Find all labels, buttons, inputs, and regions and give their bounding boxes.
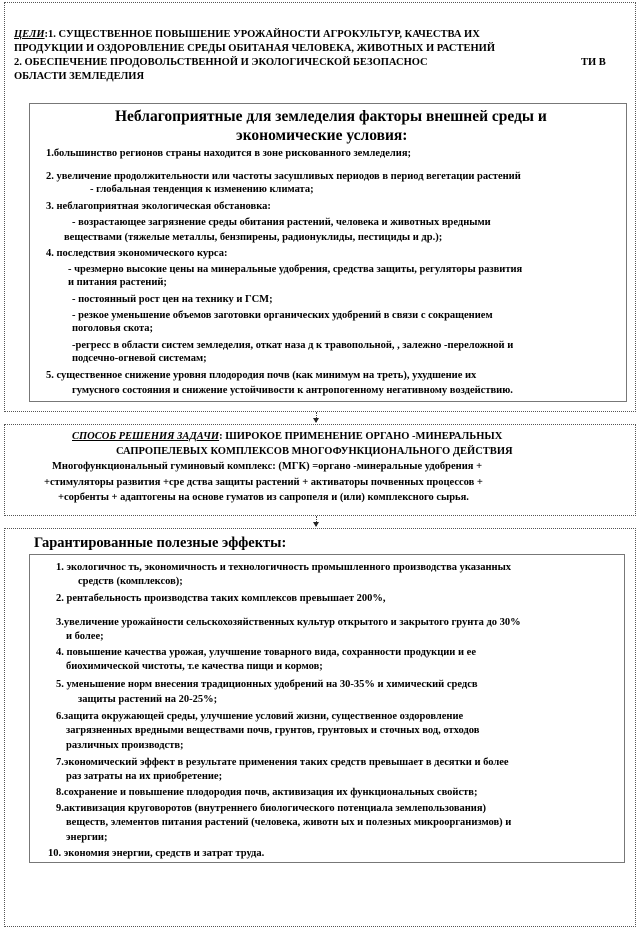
factor-line-8: - чрезмерно высокие цены на минеральные удобрения, средства защиты, регуляторы развития [68, 264, 523, 275]
goals-line1: ЦЕЛИ:1. СУЩЕСТВЕННОЕ ПОВЫШЕНИЕ УРОЖАЙНОСТИ АГРОКУЛЬТУР, КАЧЕСТВА ИХ [14, 29, 480, 40]
method-line2: САПРОПЕЛЕВЫХ КОМПЛЕКСОВ МНОГОФУНКЦИОНАЛЬНОГО ДЕЙСТВИЯ [116, 446, 513, 457]
effect-line-17: веществ, элементов питания растений (человека, животн ых и полезных микроорганизмов) и [66, 817, 512, 828]
factor-line-9: и питания растений; [68, 277, 167, 288]
factor-line-2: 2. увеличение продолжительности или частоты засушливых периодов в период вегетации растений [46, 171, 521, 182]
effect-line-19: 10. экономия энергии, средств и затрат труда. [48, 848, 265, 859]
effect-line-16: 9.активизация круговоротов (внутреннего биологического потенциала землепользования) [56, 803, 487, 814]
factor-line-10: - постоянный рост цен на технику и ГСМ; [72, 294, 273, 305]
method-line3: Многофункциональный гуминовый комплекс: (МГК) =органо -минеральные удобрения + [52, 461, 483, 472]
effect-line-4: 3.увеличение урожайности сельскохозяйственных культур открытого и закрытого грунта до 30% [56, 617, 521, 628]
flow-arrow-1-head [313, 418, 319, 423]
factor-line-7: 4. последствия экономического курса: [46, 248, 228, 259]
factor-line-1: 1.большинство регионов страны находится в зоне рискованного земледелия; [46, 148, 411, 159]
factor-line-5: - возрастающее загрязнение среды обитания растений, человека и животных вредными [72, 217, 491, 228]
effect-line-9: защиты растений на 20-25%; [78, 694, 218, 705]
effect-line-7: биохимической чистоты, т.е качества пищи и кормов; [66, 661, 323, 672]
effects-title: Гарантированные полезные эффекты: [34, 535, 287, 551]
flow-arrow-2-head [313, 522, 319, 527]
factor-line-15: 5. существенное снижение уровня плодородия почв (как минимум на треть), ухудшение их [46, 370, 477, 381]
effect-line-6: 4. повышение качества урожая, улучшение товарного вида, сохранности продукции и ее [56, 647, 476, 658]
factor-line-13: -регресс в области систем земледелия, откат наза д к травопольной, , залежно -переложной и [72, 340, 514, 351]
goals-line3a: 2. ОБЕСПЕЧЕНИЕ ПРОДОВОЛЬСТВЕННОЙ И ЭКОЛОГИЧЕСКОЙ БЕЗОПАСНОС [14, 57, 428, 68]
factor-line-3: - глобальная тенденция к изменению климата; [90, 184, 314, 195]
goals-line3b: ТИ В [581, 57, 606, 68]
effect-line-5: и более; [66, 631, 104, 642]
factors-title1: Неблагоприятные для земледелия факторы внешней среды и [115, 108, 547, 125]
goals-line2: ПРОДУКЦИИ И ОЗДОРОВЛЕНИЕ СРЕДЫ ОБИТАНАЯ ЧЕЛОВЕКА, ЖИВОТНЫХ И РАСТЕНИЙ [14, 43, 496, 54]
factor-line-12: поголовья скота; [72, 323, 154, 334]
factor-line-4: 3. неблагоприятная экологическая обстановка: [46, 201, 271, 212]
effect-line-10: 6.защита окружающей среды, улучшение условий жизни, существенное оздоровление [56, 711, 464, 722]
effect-line-13: 7.экономический эффект в результате применения таких средств превышает в десятки и более [56, 757, 509, 768]
goals-line4: ОБЛАСТИ ЗЕМЛЕДЕЛИЯ [14, 71, 145, 82]
effect-line-15: 8.сохранение и повышение плодородия почв, активизация их функциональных свойств; [56, 787, 478, 798]
factor-line-14: подсечно-огневой системам; [72, 353, 207, 364]
effect-line-11: загрязненных вредными веществами почв, грунтов, грунтовых и сточных вод, отходов [66, 725, 480, 736]
effect-line-12: различных производств; [66, 740, 184, 751]
factors-title2: экономические условия: [236, 127, 408, 144]
effect-line-3: 2. рентабельность производства таких комплексов превышает 200%, [56, 593, 386, 604]
method-line4: +стимуляторы развития +сре дства защиты растений + активаторы почвенных процессов + [44, 477, 483, 488]
method-line5: +сорбенты + адаптогены на основе гуматов из сапропеля и (или) комплексного сырья. [58, 492, 469, 503]
method-line1: СПОСОБ РЕШЕНИЯ ЗАДАЧИ: ШИРОКОЕ ПРИМЕНЕНИЕ ОРГАНО -МИНЕРАЛЬНЫХ [72, 431, 503, 442]
effect-line-2: средств (комплексов); [78, 576, 183, 587]
effect-line-1: 1. экологичнос ть, экономичность и технологичность промышленного производства указанных [56, 562, 512, 573]
effect-line-14: раз затраты на их приобретение; [66, 771, 223, 782]
goals-label: ЦЕЛИ [14, 29, 45, 40]
factor-line-16: гумусного состояния и снижение устойчивости к антропогенному негативному воздействию. [72, 385, 513, 396]
method-label: СПОСОБ РЕШЕНИЯ ЗАДАЧИ [72, 431, 220, 442]
factor-line-11: - резкое уменьшение объемов заготовки органических удобрений в связи с сокращением [72, 310, 493, 321]
effect-line-8: 5. уменьшение норм внесения традиционных удобрений на 30-35% и химический средсв [56, 679, 478, 690]
factor-line-6: веществами (тяжелые металлы, бензпирены, радионуклиды, пестициды и др.); [64, 232, 443, 243]
effect-line-18: энергии; [66, 832, 108, 843]
